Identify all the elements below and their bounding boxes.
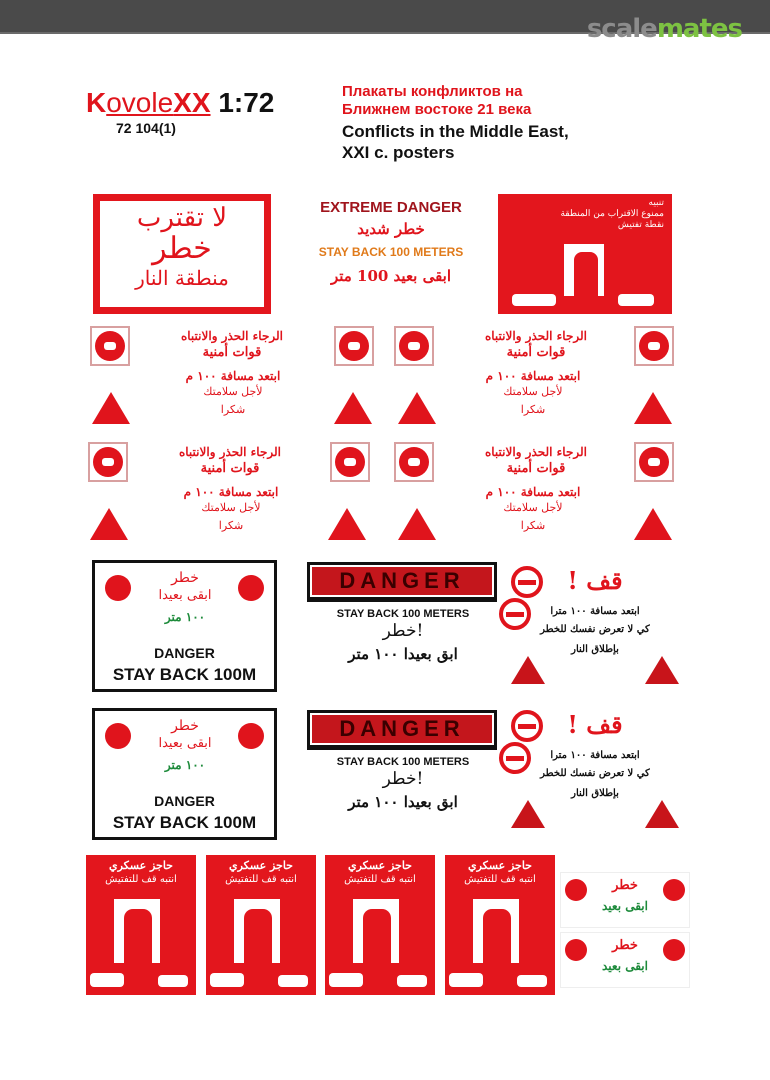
poster-caption-2: انتبه قف للتفتيش (344, 874, 416, 885)
red-dot-icon (238, 575, 264, 601)
bw-danger-sign-1 (92, 560, 277, 692)
small-sign-2 (560, 932, 690, 988)
title-russian (342, 83, 531, 119)
face-sign-line-4: لأجل سلامتك (203, 385, 263, 398)
face-sign-3 (86, 438, 376, 548)
car-icon (397, 975, 427, 987)
red-dot-icon (105, 723, 131, 749)
danger-band-arabic-2: ابق بعيدا ١٠٠ متر (348, 793, 458, 811)
face-sign-line-5: شكرا (520, 519, 546, 532)
face-sign-line-1: الرجاء الحذر والانتباه (180, 329, 283, 343)
poster-caption-1: حاجز عسكري (468, 859, 532, 872)
danger-band-stay-back: STAY BACK 100 METERS (336, 756, 470, 768)
danger-band (307, 710, 497, 750)
extreme-danger-poster (296, 198, 486, 313)
red-dot-icon (105, 575, 131, 601)
extreme-arabic-stay-back: ابقى بعيد 100 متر (330, 267, 452, 285)
checkpoint-poster-1 (86, 855, 196, 995)
no-entry-icon (511, 566, 543, 598)
car-icon (517, 975, 547, 987)
truck-icon (210, 973, 244, 987)
stop-sign-title: قف ! (567, 566, 623, 595)
bw-stay-back: STAY BACK 100M (112, 813, 257, 832)
poster-caption-1: حاجز عسكري (348, 859, 412, 872)
framed-arabic-line-1: لا تقترب (136, 203, 228, 233)
warning-triangle-icon (645, 800, 679, 828)
kovolexx-logo (86, 88, 274, 118)
small-sign-line-1: خطر (612, 878, 638, 893)
logo-ovole: ovole (106, 87, 174, 118)
face-icon (634, 442, 674, 482)
bw-arabic-line-3: ١٠٠ متر (164, 758, 206, 772)
logo-xx: XX (173, 87, 211, 118)
poster-caption-2: انتبه قف للتفتيش (105, 874, 177, 885)
danger-band-sign-1 (307, 562, 499, 694)
warning-triangle-icon (398, 508, 436, 540)
extreme-stay-back: STAY BACK 100 METERS (318, 245, 464, 259)
checkpoint-poster-2 (206, 855, 316, 995)
bw-danger-label: DANGER (154, 793, 215, 809)
red-dot-icon (663, 939, 685, 961)
bw-arabic-line-1: خطر (171, 570, 199, 586)
warning-triangle-icon (328, 508, 366, 540)
stop-sign-title: قف ! (567, 710, 623, 739)
checkpoint-text-2: ممنوع الاقتراب من المنطقة (560, 209, 664, 219)
logo-letter-k: K (86, 87, 107, 118)
stop-sign-line-1: ابتعد مسافة ١٠٠ مترا (550, 606, 640, 617)
stop-sign-line-2: كي لا تعرض نفسك للخطر (540, 624, 650, 635)
face-sign-1 (88, 322, 378, 432)
warning-triangle-icon (511, 800, 545, 828)
face-sign-line-4: لأجل سلامتك (503, 501, 563, 514)
no-entry-icon (511, 710, 543, 742)
poster-caption-2: انتبه قف للتفتيش (464, 874, 536, 885)
scalemates-logo[interactable] (587, 14, 742, 44)
brand-word-mates: mates (656, 14, 742, 44)
face-sign-line-4: لأجل سلامتك (201, 501, 261, 514)
framed-arabic-line-3: منطقة النار (135, 266, 229, 290)
face-icon (334, 326, 374, 366)
face-sign-line-3: ابتعد مسافة ١٠٠ م (185, 369, 281, 383)
face-sign-line-3: ابتعد مسافة ١٠٠ م (485, 369, 581, 383)
catalog-number: 72 104(1) (116, 120, 176, 136)
face-sign-line-1: الرجاء الحذر والانتباه (178, 445, 281, 459)
checkpoint-text-3: نقطة تفتيش (617, 220, 664, 230)
soldier-window-icon (564, 244, 604, 296)
face-sign-line-5: شكرا (220, 403, 246, 416)
framed-arabic-line-2: خطر (152, 231, 212, 266)
stop-sign-line-2: كي لا تعرض نفسك للخطر (540, 768, 650, 779)
face-sign-line-2: قوات أمنية (202, 345, 262, 360)
face-sign-line-1: الرجاء الحذر والانتباه (484, 329, 587, 343)
checkpoint-text-1: تنبيه (648, 198, 664, 208)
red-dot-icon (565, 939, 587, 961)
warning-triangle-icon (645, 656, 679, 684)
bw-arabic-line-1: خطر (171, 718, 199, 734)
truck-icon (512, 294, 556, 306)
title-en-line-2: XXI c. posters (342, 143, 455, 162)
danger-band-text: DANGER (310, 713, 494, 745)
face-sign-line-5: شكرا (218, 519, 244, 532)
face-icon (330, 442, 370, 482)
small-sign-line-2: ابقى بعيد (602, 959, 648, 973)
danger-band-stay-back: STAY BACK 100 METERS (336, 608, 470, 620)
bw-arabic-line-2: ابقى بعيدا (158, 588, 212, 603)
face-icon (634, 326, 674, 366)
red-dot-icon (565, 879, 587, 901)
bw-danger-label: DANGER (154, 645, 215, 661)
red-dot-icon (663, 879, 685, 901)
face-sign-4 (388, 438, 678, 548)
extreme-danger-arabic: خطر شديد (357, 220, 425, 238)
danger-band-arabic-2: ابق بعيدا ١٠٠ متر (348, 645, 458, 663)
bw-arabic-line-2: ابقى بعيدا (158, 736, 212, 751)
small-sign-line-1: خطر (612, 938, 638, 953)
face-icon (394, 442, 434, 482)
face-sign-line-3: ابتعد مسافة ١٠٠ م (183, 485, 279, 499)
checkpoint-poster-3 (325, 855, 435, 995)
danger-band (307, 562, 497, 602)
title-ru-line-1: Плакаты конфликтов на (342, 83, 523, 100)
scale-label: 1:72 (218, 87, 275, 118)
bw-danger-sign-2 (92, 708, 277, 840)
title-en-line-1: Conflicts in the Middle East, (342, 122, 569, 141)
truck-icon (329, 973, 363, 987)
poster-caption-1: حاجز عسكري (109, 859, 173, 872)
danger-band-text: DANGER (310, 565, 494, 597)
small-sign-1 (560, 872, 690, 928)
warning-triangle-icon (511, 656, 545, 684)
warning-triangle-icon (334, 392, 372, 424)
danger-band-sign-2 (307, 710, 499, 842)
truck-icon (449, 973, 483, 987)
stop-sign-line-3: بإطلاق النار (571, 644, 619, 655)
face-sign-line-2: قوات أمنية (506, 345, 566, 360)
car-icon (618, 294, 654, 306)
red-checkpoint-poster (498, 194, 672, 314)
car-icon (278, 975, 308, 987)
checkpoint-poster-4 (445, 855, 555, 995)
face-sign-line-2: قوات أمنية (506, 461, 566, 476)
car-icon (158, 975, 188, 987)
stop-sign-line-1: ابتعد مسافة ١٠٠ مترا (550, 750, 640, 761)
poster-caption-1: حاجز عسكري (229, 859, 293, 872)
danger-band-arabic-1: !خطر (382, 621, 424, 641)
warning-triangle-icon (634, 392, 672, 424)
truck-icon (90, 973, 124, 987)
brand-word-scale: scale (586, 14, 657, 44)
face-icon (90, 326, 130, 366)
soldier-window-icon (473, 899, 519, 963)
stop-sign-1 (505, 562, 685, 692)
face-sign-2 (388, 322, 678, 432)
face-sign-line-1: الرجاء الحذر والانتباه (484, 445, 587, 459)
face-icon (394, 326, 434, 366)
warning-triangle-icon (634, 508, 672, 540)
soldier-window-icon (234, 899, 280, 963)
title-english (342, 121, 569, 163)
face-sign-line-2: قوات أمنية (200, 461, 260, 476)
bw-arabic-line-3: ١٠٠ متر (164, 610, 206, 624)
soldier-window-icon (353, 899, 399, 963)
warning-triangle-icon (92, 392, 130, 424)
stop-sign-line-3: بإطلاق النار (571, 788, 619, 799)
poster-caption-2: انتبه قف للتفتيش (225, 874, 297, 885)
red-dot-icon (238, 723, 264, 749)
soldier-window-icon (114, 899, 160, 963)
face-icon (88, 442, 128, 482)
bw-stay-back: STAY BACK 100M (112, 665, 257, 684)
danger-band-arabic-1: !خطر (382, 769, 424, 789)
warning-triangle-icon (90, 508, 128, 540)
extreme-danger-title: EXTREME DANGER (320, 199, 462, 216)
warning-triangle-icon (398, 392, 436, 424)
framed-arabic-poster (93, 194, 271, 314)
title-ru-line-2: Ближнем востоке 21 века (342, 101, 532, 118)
face-sign-line-5: شكرا (520, 403, 546, 416)
face-sign-line-4: لأجل سلامتك (503, 385, 563, 398)
checkpoint-text (560, 198, 664, 231)
stop-sign-2 (505, 706, 685, 836)
small-sign-line-2: ابقى بعيد (602, 899, 648, 913)
site-header-bar (0, 0, 770, 44)
face-sign-line-3: ابتعد مسافة ١٠٠ م (485, 485, 581, 499)
